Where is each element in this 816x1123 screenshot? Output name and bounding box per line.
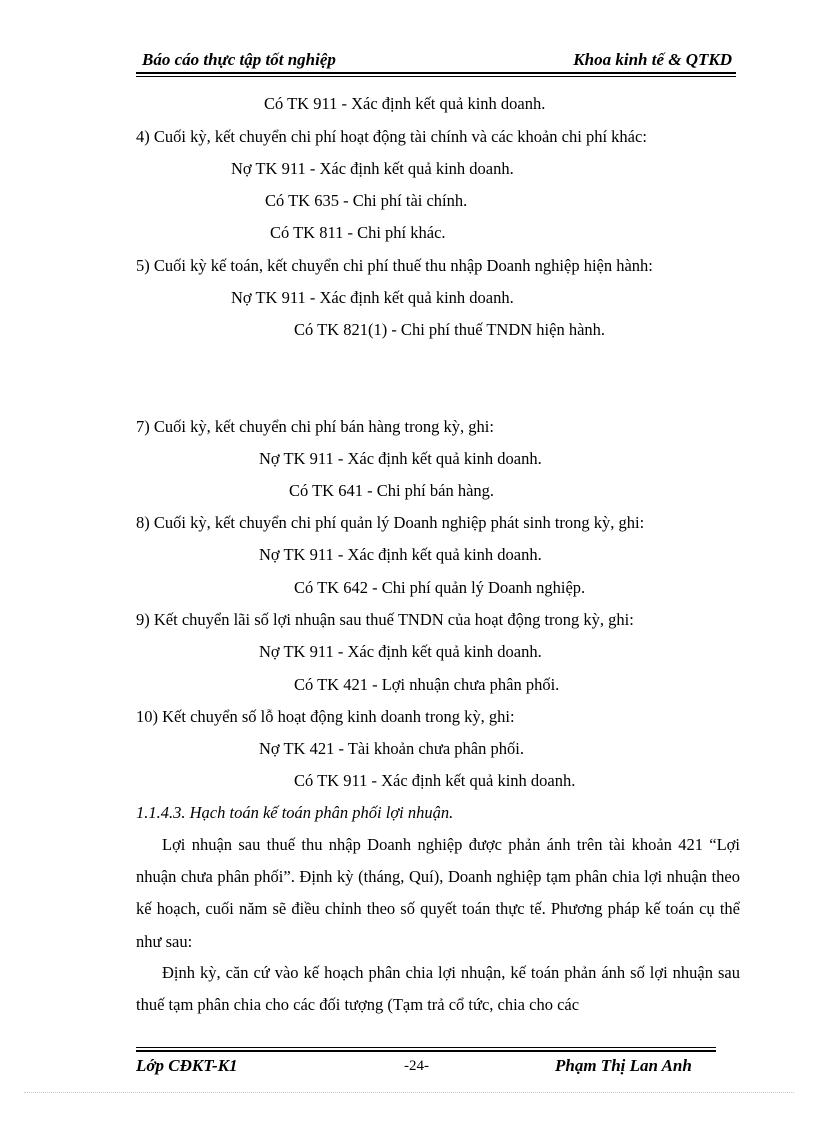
footer-class-label: Lớp CĐKT-K1 <box>136 1056 238 1075</box>
entry-step: 4) Cuối kỳ, kết chuyển chi phí hoạt động tài chính và các khoản chi phí khác: <box>136 127 647 146</box>
entry-step: 8) Cuối kỳ, kết chuyển chi phí quản lý Doanh nghiệp phát sinh trong kỳ, ghi: <box>136 513 645 532</box>
entry-step: 9) Kết chuyển lãi số lợi nhuận sau thuế TNDN của hoạt động trong kỳ, ghi: <box>136 610 634 629</box>
entry-line: Nợ TK 911 - Xác định kết quả kinh doanh. <box>231 288 514 307</box>
entry-line: Nợ TK 911 - Xác định kết quả kinh doanh. <box>259 642 542 661</box>
header-left-title: Báo cáo thực tập tốt nghiệp <box>142 50 336 69</box>
entry-line: Có TK 911 - Xác định kết quả kinh doanh. <box>264 94 546 113</box>
entry-line: Có TK 641 - Chi phí bán hàng. <box>289 481 495 500</box>
entry-step: 7) Cuối kỳ, kết chuyển chi phí bán hàng trong kỳ, ghi: <box>136 417 494 436</box>
body-paragraph: Lợi nhuận sau thuế thu nhập Doanh nghiệp được phản ánh trên tài khoản 421 “Lợi nhuận chưa phân phối”. Định kỳ (tháng, Quí), Doanh nghiệp tạm phân chia lợi nhuận theo kế hoạch, cuối năm sẽ điều chỉnh theo số quyết toán thực tế. Phương pháp kế toán cụ thể như sau: <box>136 835 740 951</box>
entry-line: Có TK 811 - Chi phí khác. <box>270 223 446 242</box>
header-rule <box>136 72 736 74</box>
entry-line: Nợ TK 421 - Tài khoản chưa phân phối. <box>259 739 524 758</box>
body-paragraph: Định kỳ, căn cứ vào kế hoạch phân chia lợi nhuận, kế toán phản ánh số lợi nhuận sau thuế tạm phân chia cho các đối tượng (Tạm trả cổ tức, chia cho các <box>136 963 740 1015</box>
header-right-title: Khoa kinh tế & QTKD <box>573 50 732 69</box>
entry-step: 5) Cuối kỳ kế toán, kết chuyển chi phí thuế thu nhập Doanh nghiệp hiện hành: <box>136 256 653 275</box>
entry-line: Có TK 421 - Lợi nhuận chưa phân phối. <box>294 675 560 694</box>
section-heading: 1.1.4.3. Hạch toán kế toán phân phối lợi nhuận. <box>136 803 454 822</box>
entry-line: Có TK 635 - Chi phí tài chính. <box>265 191 468 210</box>
footer-rule <box>136 1050 716 1052</box>
entry-line: Nợ TK 911 - Xác định kết quả kinh doanh. <box>231 159 514 178</box>
entry-line: Có TK 911 - Xác định kết quả kinh doanh. <box>294 771 576 790</box>
entry-line: Nợ TK 911 - Xác định kết quả kinh doanh. <box>259 545 542 564</box>
entry-line: Có TK 821(1) - Chi phí thuế TNDN hiện hành. <box>294 320 606 339</box>
page-edge-divider <box>24 1092 794 1093</box>
header-rule-thin <box>136 76 736 77</box>
entry-line: Nợ TK 911 - Xác định kết quả kinh doanh. <box>259 449 542 468</box>
entry-step: 10) Kết chuyển số lỗ hoạt động kinh doanh trong kỳ, ghi: <box>136 707 515 726</box>
footer-author: Phạm Thị Lan Anh <box>555 1056 692 1075</box>
footer-rule-thin <box>136 1047 716 1048</box>
entry-line: Có TK 642 - Chi phí quản lý Doanh nghiệp. <box>294 578 586 597</box>
page-number: -24- <box>404 1058 429 1074</box>
